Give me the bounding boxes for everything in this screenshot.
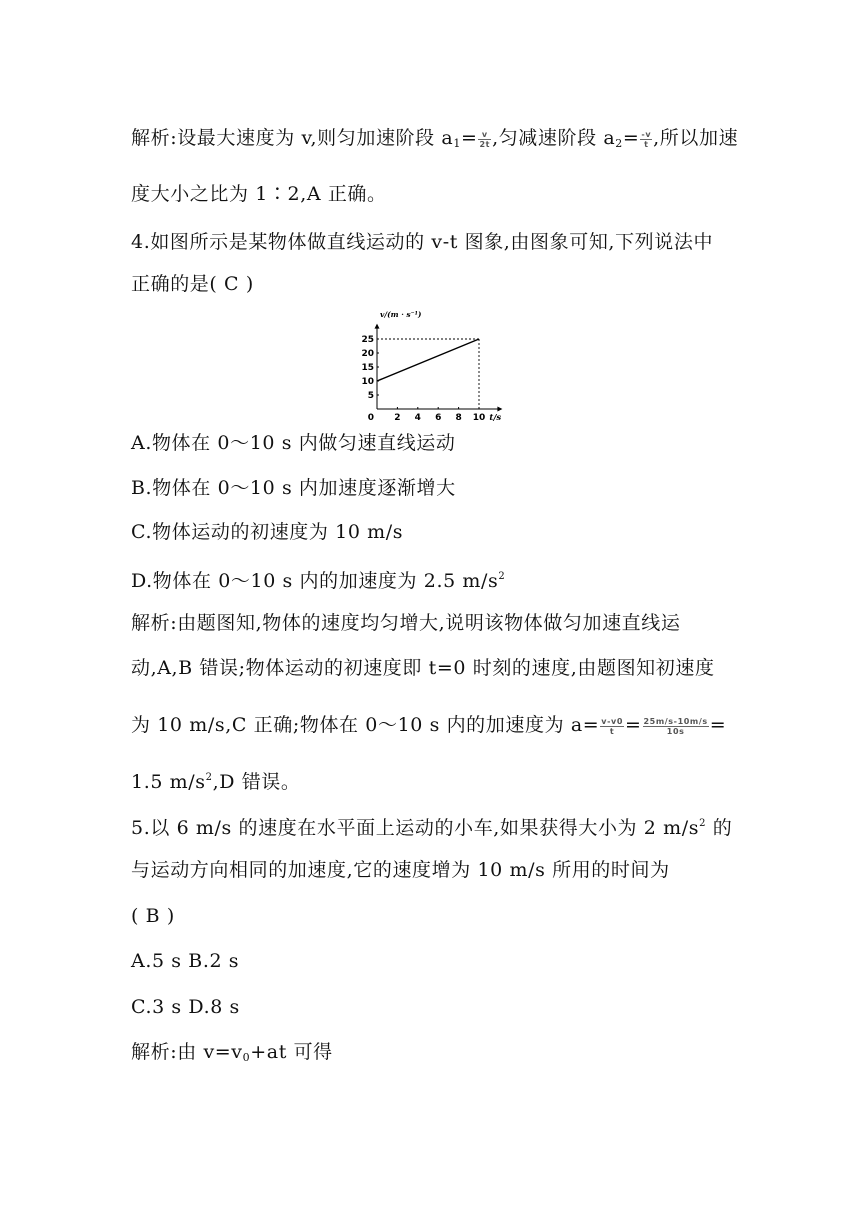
denominator: 10s xyxy=(666,726,685,736)
numerator: v-v0 xyxy=(601,716,623,726)
text: ,D 错误。 xyxy=(212,771,301,793)
text: D.物体在 0～10 s 内的加速度为 2.5 m/s xyxy=(131,570,499,592)
text: = xyxy=(624,714,642,736)
denominator: 2t xyxy=(479,139,491,149)
question-5-line-1 xyxy=(131,812,732,840)
y-tick-label: 5 xyxy=(367,391,374,401)
fraction-values xyxy=(643,717,709,736)
fraction-minus-v-over-t xyxy=(640,130,652,149)
analysis-3-line-1 xyxy=(131,126,738,156)
text: ,所以加速 xyxy=(653,127,739,149)
x-axis-arrow xyxy=(497,407,502,412)
subscript: 0 xyxy=(242,1051,251,1064)
numerator: v xyxy=(478,130,491,140)
text: = xyxy=(622,127,640,149)
question-5-line-3: ( B ) xyxy=(131,905,175,927)
x-tick-label: 2 xyxy=(394,413,401,423)
numerator: -v xyxy=(641,129,652,139)
y-tick-label: 25 xyxy=(361,335,374,345)
analysis-4-line-1: 解析:由题图知,物体的速度均匀增大,说明该物体做匀加速直线运 xyxy=(131,612,681,634)
origin-label: 0 xyxy=(367,413,374,423)
text: ,匀减速阶段 a xyxy=(492,127,616,149)
x-tick-label: 8 xyxy=(455,413,462,423)
text: 1.5 m/s xyxy=(131,771,206,793)
subscript: 2 xyxy=(615,137,623,150)
text: = xyxy=(460,127,478,149)
text: = xyxy=(709,714,727,736)
fraction-dv-over-t xyxy=(600,717,624,736)
text: 解析:由 v=v xyxy=(131,1041,243,1063)
y-tick-label: 20 xyxy=(361,349,374,359)
y-axis-label: v/(m · s⁻¹) xyxy=(380,310,422,319)
analysis-4-line-3 xyxy=(131,713,726,737)
question-5-options-cd: C.3 s D.8 s xyxy=(131,996,240,1018)
superscript: 2 xyxy=(699,818,707,829)
subscript: 1 xyxy=(453,137,461,150)
superscript: 2 xyxy=(205,772,213,783)
text: 的 xyxy=(706,817,733,839)
analysis-4-line-2: 动,A,B 错误;物体运动的初速度即 t=0 时刻的速度,由题图知初速度 xyxy=(131,657,715,679)
superscript: 2 xyxy=(498,571,506,582)
text: 解析:设最大速度为 v,则匀加速阶段 a xyxy=(131,127,454,149)
denominator: t xyxy=(609,726,615,736)
fraction-v-over-2t xyxy=(478,130,491,149)
velocity-line xyxy=(377,339,479,381)
y-tick-label: 10 xyxy=(361,377,374,387)
question-5-options-ab: A.5 s B.2 s xyxy=(131,950,240,972)
y-axis-arrow xyxy=(375,324,380,329)
denominator: t xyxy=(644,139,649,149)
text: +at 可得 xyxy=(250,1041,333,1063)
text: 5.以 6 m/s 的速度在水平面上运动的小车,如果获得大小为 2 m/s xyxy=(131,817,700,839)
vt-graph xyxy=(361,308,515,428)
numerator: 25m/s-10m/s xyxy=(643,716,708,726)
x-axis-label: t/s xyxy=(489,413,502,423)
question-4-line-1: 4.如图所示是某物体做直线运动的 v-t 图象,由图象可知,下列说法中 xyxy=(131,231,714,253)
question-4-line-2: 正确的是( C ) xyxy=(131,273,254,295)
option-b: B.物体在 0～10 s 内加速度逐渐增大 xyxy=(131,477,456,499)
x-tick-label: 4 xyxy=(414,413,421,423)
text: 为 10 m/s,C 正确;物体在 0～10 s 内的加速度为 a= xyxy=(131,714,600,736)
x-tick-label: 10 xyxy=(472,413,486,423)
x-tick-label: 6 xyxy=(435,413,442,423)
option-d xyxy=(131,565,505,593)
y-tick-label: 15 xyxy=(361,363,374,373)
question-5-line-2: 与运动方向相同的加速度,它的速度增为 10 m/s 所用的时间为 xyxy=(131,859,670,881)
option-a: A.物体在 0～10 s 内做匀速直线运动 xyxy=(131,432,456,454)
analysis-4-line-4 xyxy=(131,766,301,794)
option-c: C.物体运动的初速度为 10 m/s xyxy=(131,521,404,543)
analysis-3-line-2: 度大小之比为 1∶2,A 正确。 xyxy=(131,183,387,205)
analysis-5-line-1 xyxy=(131,1040,333,1070)
